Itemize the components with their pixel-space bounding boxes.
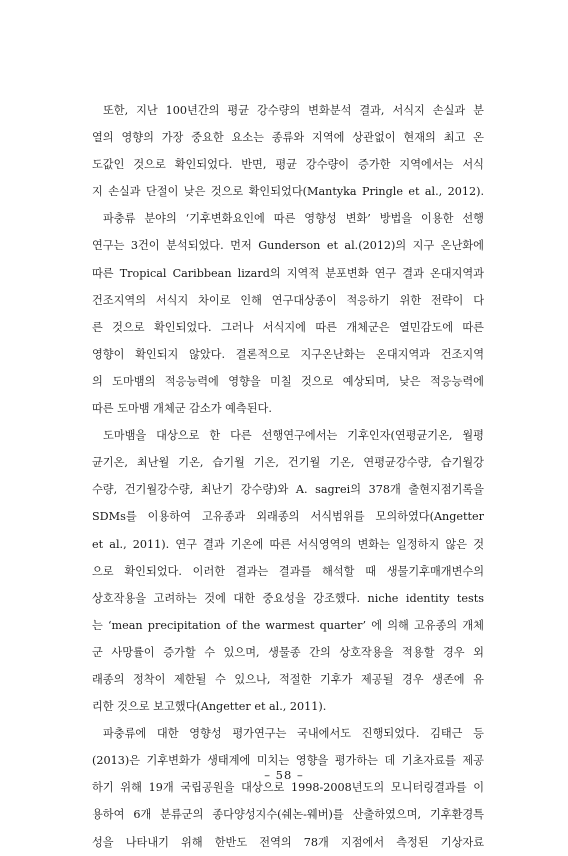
text-line: 는 ‘mean precipitation of the warmest quarter’ 에 의해 고유종의 개체	[92, 618, 484, 632]
text-line: 영향이 확인되지 않았다. 결론적으로 지구온난화는 온대지역과 건조지역	[92, 347, 484, 361]
text-line: 래종의 정착이 제한될 수 있으나, 적절한 기후가 제공될 경우 생존에 유	[92, 672, 484, 686]
text-line: et al., 2011). 연구 결과 기온에 따른 서식영역의 변화는 일정하지 않은 것	[92, 537, 484, 551]
text-line: 성을 나타내기 위해 한반도 전역의 78개 지점에서 측정된 기상자료	[92, 835, 484, 849]
text-line: 따른 도마뱀 개체군 감소가 예측된다.	[92, 402, 272, 416]
text-line: 연구는 3건이 분석되었다. 먼저 Gunderson et al.(2012)의 지구 온난화에	[92, 239, 484, 253]
text-line: 군 사망률이 증가할 수 있으며, 생물종 간의 상호작용을 적용할 경우 외	[92, 645, 484, 659]
page-number: – 58 –	[264, 768, 304, 782]
text-line: (2013)은 기후변화가 생태계에 미치는 영향을 평가하는 데 기초자료를 제공	[92, 754, 484, 768]
text-line: 또한, 지난 100년간의 평균 강수량의 변화분석 결과, 서식지 손실과 분	[103, 104, 484, 117]
text-line: 른 것으로 확인되었다. 그러나 서식지에 따른 개체군은 열민감도에 따른	[92, 320, 484, 334]
text-line: 리한 것으로 보고했다(Angetter et al., 2011).	[92, 700, 327, 714]
text-line: 수량, 건기월강수량, 최난기 강수량)와 A. sagrei의 378개 출현지점기록을	[92, 483, 484, 497]
text-line: 의 도마뱀의 적응능력에 영향을 미칠 것으로 예상되며, 낮은 적응능력에	[92, 374, 484, 388]
text-line: 상호작용을 고려하는 것에 대한 중요성을 강조했다. niche identity tests	[92, 591, 484, 605]
text-line: 균기온, 최난월 기온, 습기월 기온, 건기월 기온, 연평균강수량, 습기월강	[92, 456, 484, 470]
text-line: 따른 Tropical Caribbean lizard의 지역적 분포변화 연구 결과 온대지역과	[92, 266, 484, 280]
text-line: 지 손실과 단절이 낮은 것으로 확인되었다(Mantyka Pringle et al., 2012).	[92, 185, 484, 199]
text-line: 으로 확인되었다. 이러한 결과는 결과를 해석할 때 생물기후매개변수의	[92, 564, 484, 578]
text-line: 건조지역의 서식지 차이로 인해 연구대상종이 적응하기 위한 전략이 다	[92, 293, 484, 307]
text-line: SDMs를 이용하여 고유종과 외래종의 서식범위를 모의하였다(Angetter	[92, 510, 484, 524]
text-line: 하기 위해 19개 국립공원을 대상으로 1998-2008년도의 모니터링결과를 이	[92, 781, 484, 795]
body-text	[92, 97, 484, 856]
text-line: 도값인 것으로 확인되었다. 반면, 평균 강수량이 증가한 지역에서는 서식	[92, 158, 484, 172]
text-line: 용하여 6개 분류군의 종다양성지수(쉐논-웨버)를 산출하였으며, 기후환경특	[92, 808, 484, 822]
text-line: 파충류 분야의 ‘기후변화요인에 따른 영향성 변화’ 방법을 이용한 선행	[103, 212, 484, 226]
text-line: 도마뱀을 대상으로 한 다른 선행연구에서는 기후인자(연평균기온, 월평	[103, 429, 484, 443]
text-line: 파충류에 대한 영향성 평가연구는 국내에서도 진행되었다. 김태근 등	[103, 727, 484, 741]
text-line: 열의 영향의 가장 중요한 요소는 종류와 지역에 상관없이 현재의 최고 온	[92, 131, 484, 145]
